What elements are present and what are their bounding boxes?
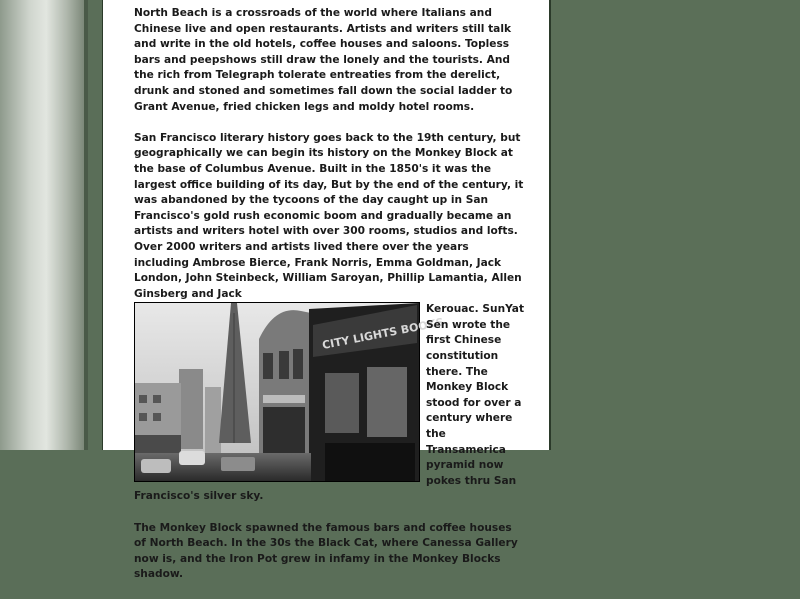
- article-body: [134, 6, 526, 599]
- paragraph-literary-history-part-1: San Francisco literary history goes back to the 19th century, but geographically we can begin its history on the Monkey Block at the base of Columbus Avenue. Built in the 1850's it was the largest office building of its day, But by the end of the century, it was abandoned by the tycoons of the day caught up in San Francisco's gold rush economic boom and gradually became an artists and writers hotel with over 300 rooms, studios and lofts. Over 2000 writers and artists lived there over the years including Ambrose Bierce, Frank Norris, Emma Goldman, Jack London, John Steinbeck, William Saroyan, Phillip Lamantia, Allen Ginsberg and Jack: [134, 131, 524, 300]
- left-decorative-bar: [0, 0, 84, 450]
- paragraph-literary-history-part-2: Kerouac. SunYat Sen wrote the first Chinese constitution there. The Monkey Block stood for over a century where the Transamerica pyramid now pokes thru San Francisco's silver sky.: [134, 303, 525, 503]
- paragraph-north-beach: North Beach is a crossroads of the world where Italians and Chinese live and open restaurants. Artists and writers still talk and write in the old hotels, coffee houses and saloons. Topless bars and peepshows still draw the lonely and the tourists. And the rich from Telegraph tolerate entreaties from the derelict, drunk and stoned and sometimes fall down the social ladder to Grant Avenue, fried chicken legs and moldy hotel rooms.: [134, 7, 513, 113]
- left-green-strip: [88, 0, 102, 450]
- paragraph-literary-history: [134, 131, 526, 505]
- right-background-panel: [551, 0, 800, 450]
- bookstore-sign: CITY LIGHTS BOOKS: [321, 315, 445, 353]
- paragraph-literary-history-text: [134, 132, 524, 503]
- content-column[interactable]: [102, 0, 551, 581]
- paragraph-monkey-block-bars: The Monkey Block spawned the famous bars and coffee houses of North Beach. In the 30s the Black Cat, where Canessa Gallery now is, and the Iron Pot grew in infamy in the Monkey Blocks shadow.: [134, 521, 518, 581]
- city-lights-photo: [134, 302, 445, 482]
- city-lights-photo-image: [135, 303, 445, 481]
